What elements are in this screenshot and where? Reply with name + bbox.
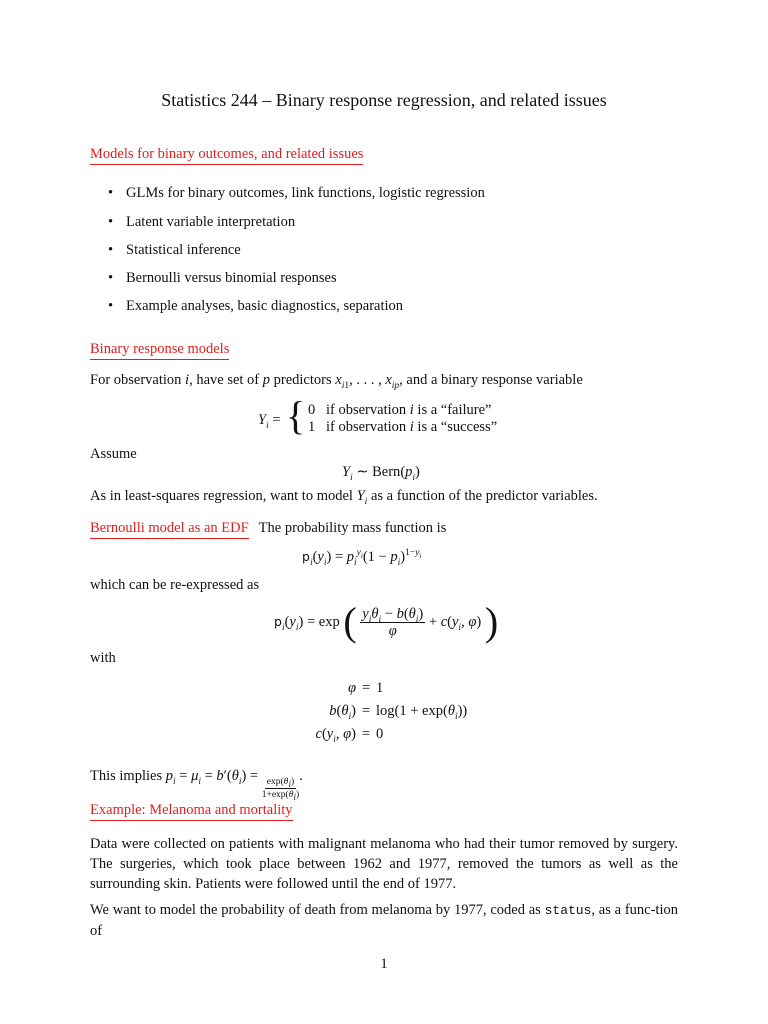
document-page: Statistics 244 – Binary response regression, and related issues Models for binary outcomes, and related issues • GLMs for binary outcomes, link functions, logistic regression • Latent variable interpretation • Statistical inference • Bernoulli versus binomial responses • Example analyses, basic diagnostics, separation Binary response models For observation i, have set of p predictors $x_{i1}$, . . . , $x_{ip}$, and a binary response variable $Y_i$ = { 0 if observation i is a “failure” 1 if observation i is a “success” Assume $Y_i$ ∼ $Bern(p_i)$ As in least-squares regression, want to model $Y_i$ as a function of the predictor variables. Bernoulli model as an EDF The probability mass function is $p_i(y_i) = p_i^{y_i}(1 - p_i)^{1-y_i}$ which can be re-expressed as $p_i(y_i) = \exp$ ( $\frac{y_i\theta_i - b(\theta_i)}{\varphi}$ + $c(y_i$, φ) ) with φ = 1 $b(\theta_i)$ = $\log(1 + \exp(\theta_i))$ $c(y_i$, φ) = 0 This implies $p_i = \mu_i = b'(\theta_i)$ = $\frac{\exp(\theta_i)}{1+\exp(\theta_i)}$ . Example: Melanoma and mortality Data were collected on patients with malignant melanoma who had their tumor removed by surgery. The surgeries, which took place between 1962 and 1977, removed the tumors as well as the surrounding skin. Patients were followed until the end of 1977. We want to model the probability of death from melanoma by 1977, coded as status, as a func-tion of 1 [0,0,768,1024]
eq-sign: = [362,726,371,742]
section-heading-binary-response: Binary response models [90,341,229,360]
equation-bernoulli: $Y_i$ ∼ $Bern(p_i)$ [342,464,420,483]
eq-lhs-phi: φ [347,680,356,696]
text-reexpressed: which can be re-expressed as [90,577,260,593]
edf-line: Bernoulli model as an EDF The probability mass function is [90,518,446,538]
eq-rhs-phi: 1 [376,680,384,696]
text-assume: Assume [90,446,137,462]
equation-exp-form: $p_i(y_i) = \exp$ ( $\frac{y_i\theta_i - b(\theta_i)}{\varphi}$ + $c(y_i$, φ) ) [274,599,499,644]
paragraph-model-status: We want to model the probability of death from melanoma by 1977, coded as status, as a func-tion of [90,902,678,939]
eq-lhs-c: $c(y_i$, φ) [315,726,356,745]
eq-sign: = [362,680,371,696]
list-item: • Bernoulli versus binomial responses [108,270,337,286]
page-number: 1 [380,956,388,972]
equation-pmf: $p_i(y_i) = p_i^{y_i}(1 - p_i)^{1-y_i}$ [302,548,422,568]
eq-lhs-b: $b(\theta_i)$ [329,703,356,722]
eq-sign: = [362,703,371,719]
text-with: with [90,650,116,666]
text-implies: This implies $p_i = \mu_i = b'(\theta_i)$ = $\frac{\exp(\theta_i)}{1+\exp(\theta_i)}$ . [90,768,303,803]
list-item: • Example analyses, basic diagnostics, separation [108,298,404,314]
paragraph-least-squares: As in least-squares regression, want to model $Y_i$ as a function of the predictor variables. [90,488,598,507]
code-status: status [544,903,592,918]
list-item: • Statistical inference [108,242,241,258]
section-heading-models: Models for binary outcomes, and related issues [90,146,363,165]
page-title: Statistics 244 – Binary response regression, and related issues [161,90,607,110]
paragraph-observation: For observation i, have set of p predictors $x_{i1}$, . . . , $x_{ip}$, and a binary response variable [90,372,583,391]
list-item: • Latent variable interpretation [108,214,296,230]
section-heading-edf: Bernoulli model as an EDF [90,520,249,539]
list-item: • GLMs for binary outcomes, link functions, logistic regression [108,185,485,201]
eq-rhs-c: 0 [376,726,384,742]
paragraph-melanoma-data: Data were collected on patients with malignant melanoma who had their tumor removed by surgery. The surgeries, which took place between 1962 and 1977, removed the tumors as well as the surrounding skin. Patients were followed until the end of 1977. [90,836,678,892]
section-heading-melanoma: Example: Melanoma and mortality [90,802,293,821]
eq-rhs-b: $\log(1 + \exp(\theta_i))$ [376,703,468,722]
